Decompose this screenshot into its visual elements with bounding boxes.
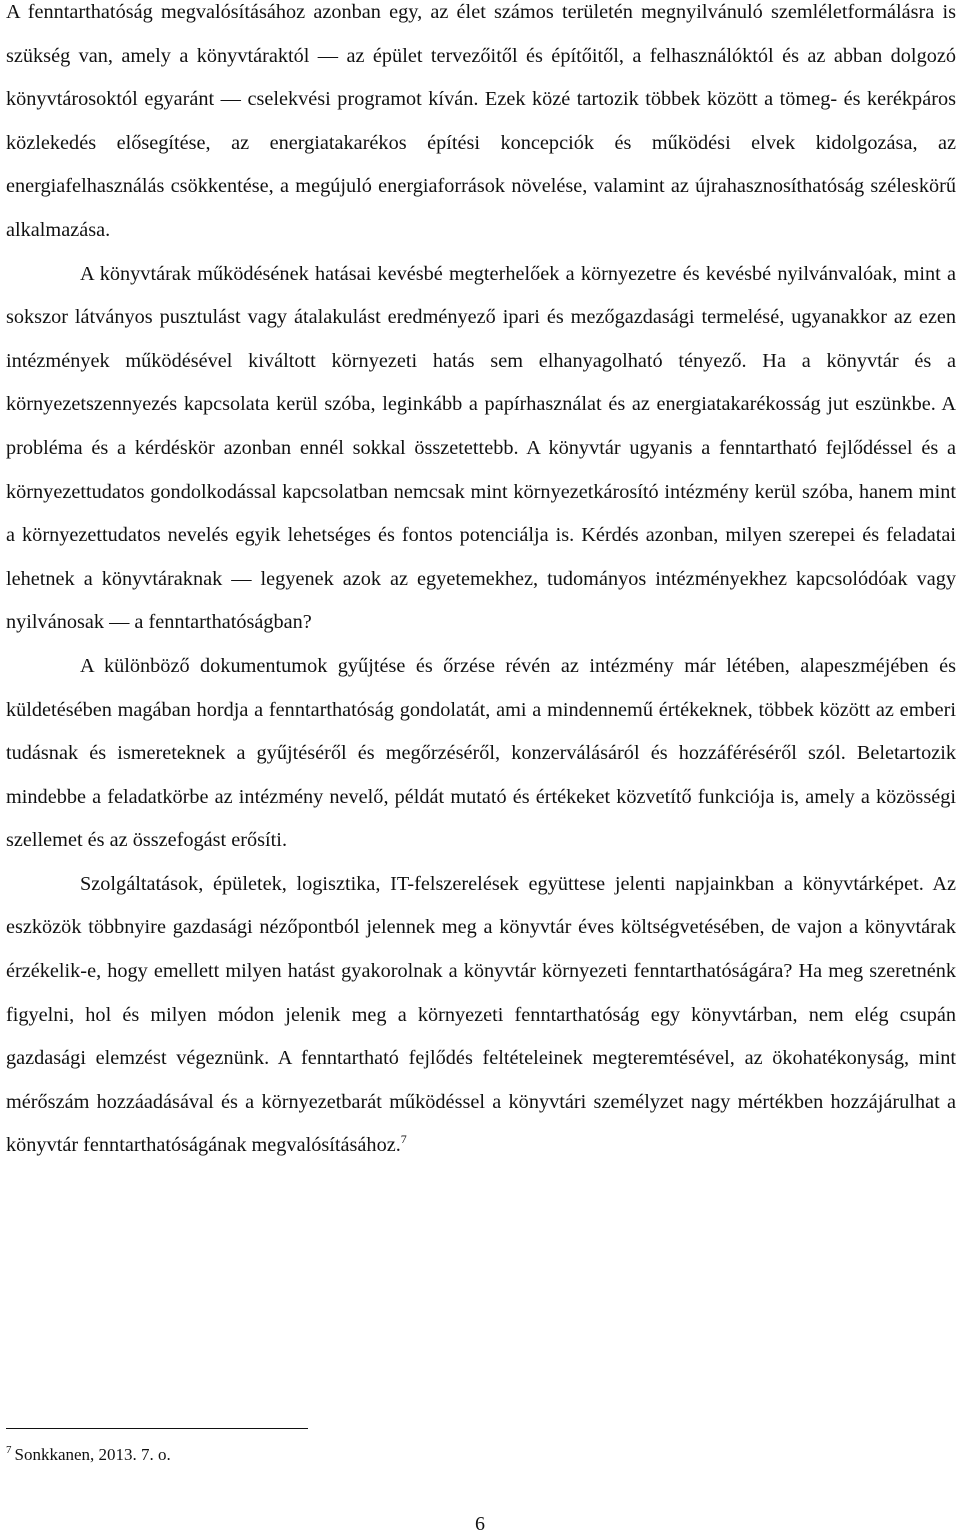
paragraph-4 xyxy=(6,863,956,1168)
footnote-separator xyxy=(6,1428,308,1429)
paragraph-4-text: Szolgáltatások, épületek, logisztika, IT-felszerelések együttese jelenti napjainkban a könyvtárképet. Az eszközök többnyire gazdasági nézőpontból jelennek meg a könyvtár éves költségvetésében, de vajon a könyvtárak érzékelik-e, hogy emellett milyen hatást gyakorolnak a könyvtár környezeti fenntarthatóságára? Ha meg szeretnénk figyelni, hol és milyen módon jelenik meg a környezeti fenntarthatóság egy könyvtárban, nem elég csupán gazdasági elemzést végeznünk. A fenntartható fejlődés feltételeinek megteremtésével, az ökohatékonyság, mint mérőszám hozzáadásával és a környezetbarát működéssel a könyvtári személyzet nagy mértékben hozzájárulhat a könyvtár fenntarthatóságának megvalósításához. xyxy=(6,872,956,1157)
paragraph-1: A fenntarthatóság megvalósításához azonban egy, az élet számos területén megnyilvánuló szemléletformálásra is szükség van, amely a könyvtáraktól — az épület tervezőitől és építőitől, a felhasználóktól és az abban dolgozó könyvtárosoktól egyaránt — cselekvési programot kíván. Ezek közé tartozik többek között a tömeg- és kerékpáros közlekedés elősegítése, az energiatakarékos építési koncepciók és működési elvek kidolgozása, az energiafelhasználás csökkentése, a megújuló energiaforrások növelése, valamint az újrahasznosíthatóság széleskörű alkalmazása. xyxy=(6,1,956,241)
footnote xyxy=(6,1440,171,1470)
body-text xyxy=(6,0,956,1168)
footnote-text: Sonkkanen, 2013. 7. o. xyxy=(14,1445,171,1464)
page-number: 6 xyxy=(475,1513,485,1535)
footnote-reference[interactable]: 7 xyxy=(400,1132,407,1147)
paragraph-2: A könyvtárak működésének hatásai kevésbé megterhelőek a környezetre és kevésbé nyilvánvalóak, mint a sokszor látványos pusztulást vagy átalakulást eredményező ipari és mezőgazdasági termelésé, ugyanakkor az ezen intézmények működésével kiváltott környezeti hatás sem elhanyagolható tényező. Ha a könyvtár és a környezetszennyezés kapcsolata kerül szóba, leginkább a papírhasználat és az energiatakarékosság jut eszünkbe. A probléma és a kérdéskör azonban ennél sokkal összetettebb. A könyvtár ugyanis a fenntartható fejlődéssel és a környezettudatos gondolkodással kapcsolatban nemcsak mint környezetkárosító intézmény kerül szóba, hanem mint a környezettudatos nevelés egyik lehetséges és fontos potenciálja is. Kérdés azonban, milyen szerepei és feladatai lehetnek a könyvtáraknak — legyenek azok az egyetemekhez, tudományos intézményekhez kapcsolódóak vagy nyilvánosak — a fenntarthatóságban? xyxy=(6,262,956,634)
footnote-number: 7 xyxy=(6,1444,12,1457)
paragraph-3: A különböző dokumentumok gyűjtése és őrzése révén az intézmény már létében, alapeszméjében és küldetésében magában hordja a fenntarthatóság gondolatát, ami a mindennemű értékeknek, többek között az emberi tudásnak és ismereteknek a gyűjtéséről és megőrzéséről, konzerválásáról és hozzáféréséről szól. Beletartozik mindebbe a feladatkörbe az intézmény nevelő, példát mutató és értékeket közvetítő funkciója is, amely a közösségi szellemet és az összefogást erősíti. xyxy=(6,654,956,852)
